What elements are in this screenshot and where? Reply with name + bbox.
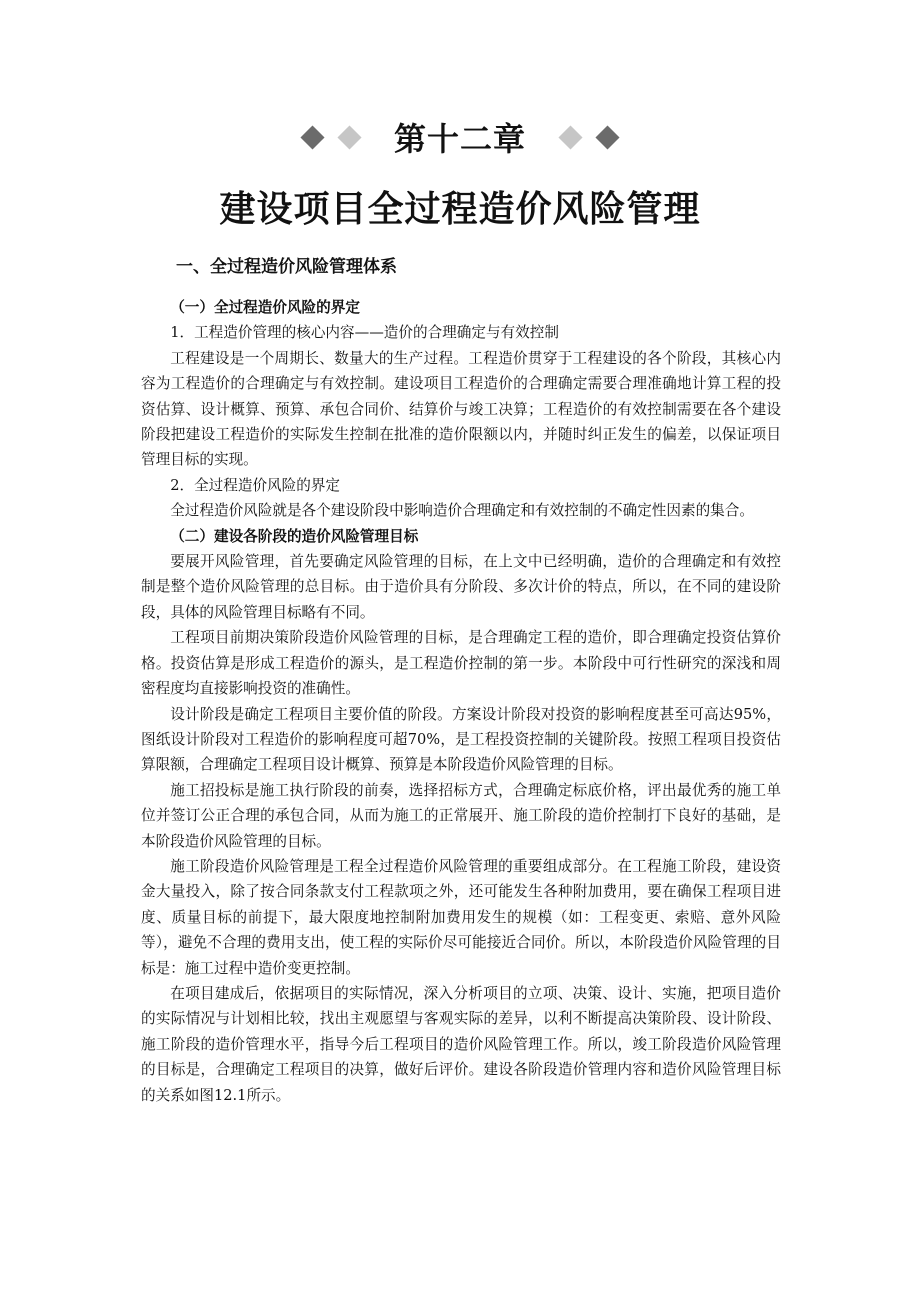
chapter-heading-row — [0, 112, 920, 162]
subsection-heading: （二）建设各阶段的造价风险管理目标 — [170, 527, 419, 545]
paragraph: 施工招投标是施工执行阶段的前奏，选择招标方式，合理确定标底价格，评出最优秀的施工单位并签订公正合理的承包合同，从而为施工的正常展开、施工阶段的造价控制打下良好的基础，是本阶段造价风险管理的目标。 — [141, 781, 781, 850]
body-text — [141, 295, 781, 1108]
paragraph: 设计阶段是确定工程项目主要价值的阶段。方案设计阶段对投资的影响程度甚至可高达95%，图纸设计阶段对工程造价的影响程度可超70%，是工程投资控制的关键阶段。按照工程项目投资估算限额，合理确定工程项目设计概算、预算是本阶段造价风险管理的目标。 — [141, 705, 781, 774]
paragraph: 施工阶段造价风险管理是工程全过程造价风险管理的重要组成部分。在工程施工阶段，建设资金大量投入，除了按合同条款支付工程款项之外，还可能发生各种附加费用，要在确保工程项目进度、质量目标的前提下，最大限度地控制附加费用发生的规模（如：工程变更、索赔、意外风险等），避免不合理的费用支出，使工程的实际价尽可能接近合同价。所以，本阶段造价风险管理的目标是：施工过程中造价变更控制。 — [141, 857, 781, 977]
chapter-number: 第十二章 — [393, 120, 526, 158]
paragraph: 在项目建成后，依据项目的实际情况，深入分析项目的立项、决策、设计、实施，把项目造价的实际情况与计划相比较，找出主观愿望与客观实际的差异，以利不断提高决策阶段、设计阶段、施工阶段的造价管理水平，指导今后工程项目的造价风险管理工作。所以，竣工阶段造价风险管理的目标是，合理确定工程项目的决算，做好后评价。建设各阶段造价管理内容和造价风险管理目标的关系如图12.1所示。 — [141, 984, 781, 1104]
diamond-dark-icon — [300, 125, 324, 149]
numbered-heading: 2．全过程造价风险的界定 — [170, 476, 341, 494]
subsection-heading: （一）全过程造价风险的界定 — [170, 299, 360, 316]
diamond-light-icon — [558, 125, 582, 149]
paragraph: 要展开风险管理，首先要确定风险管理的目标，在上文中已经明确，造价的合理确定和有效控制是整个造价风险管理的总目标。由于造价具有分阶段、多次计价的特点，所以，在不同的建设阶段，具体的风险管理目标略有不同。 — [141, 553, 781, 621]
diamond-light-icon — [337, 125, 361, 149]
chapter-title: 建设项目全过程造价风险管理 — [219, 189, 701, 230]
section-heading: 一、全过程造价风险管理体系 — [176, 257, 397, 277]
paragraph: 工程项目前期决策阶段造价风险管理的目标，是合理确定工程的造价，即合理确定投资估算价格。投资估算是形成工程造价的源头，是工程造价控制的第一步。本阶段中可行性研究的深浅和周密程度均直接影响投资的准确性。 — [141, 629, 781, 698]
paragraph: 工程建设是一个周期长、数量大的生产过程。工程造价贯穿于工程建设的各个阶段，其核心内容为工程造价的合理确定与有效控制。建设项目工程造价的合理确定需要合理准确地计算工程的投资估算、设计概算、预算、承包合同价、结算价与竣工决算；工程造价的有效控制需要在各个建设阶段把建设工程造价的实际发生控制在批准的造价限额以内，并随时纠正发生的偏差，以保证项目管理目标的实现。 — [141, 349, 781, 469]
paragraph: 全过程造价风险就是各个建设阶段中影响造价合理确定和有效控制的不确定性因素的集合。 — [170, 502, 754, 520]
diamond-dark-icon — [595, 125, 619, 149]
numbered-heading: 1．工程造价管理的核心内容——造价的合理确定与有效控制 — [170, 324, 559, 342]
